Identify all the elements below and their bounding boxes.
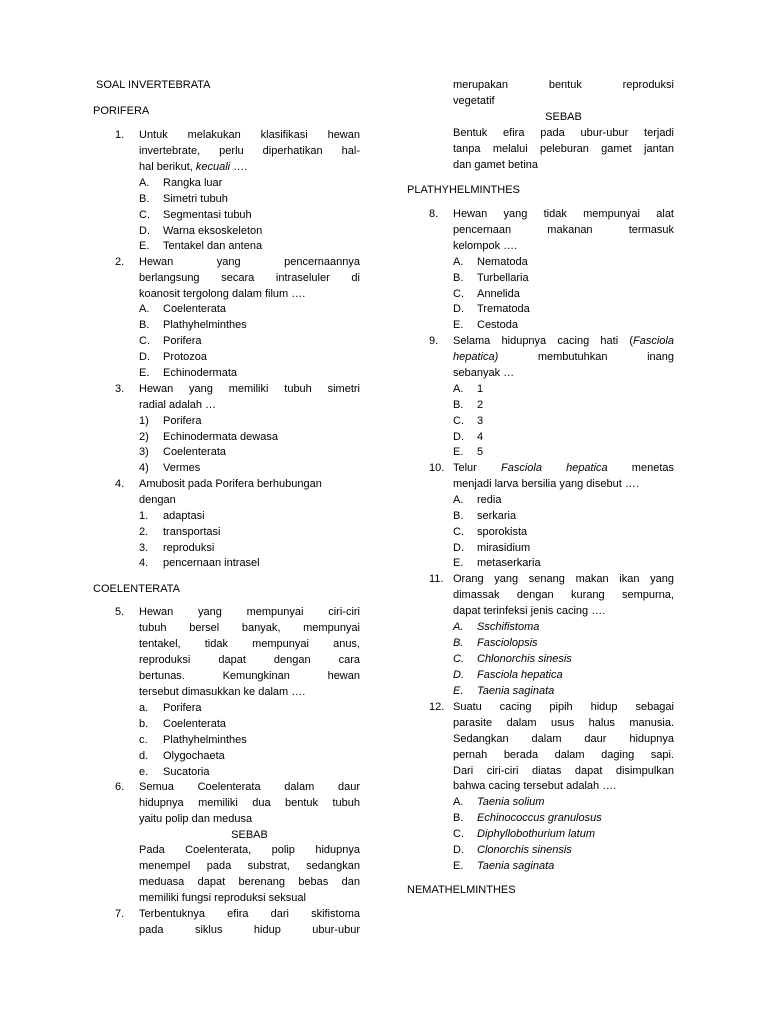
- question-text-line: vegetatif: [453, 95, 495, 107]
- question-text-line: dapat terinfeksi jenis cacing ….: [453, 605, 606, 617]
- question-text-line: Amubosit pada Porifera berhubungan: [139, 478, 322, 490]
- question-text-line: dengan: [139, 494, 176, 506]
- option-text: pencernaan intrasel: [163, 557, 260, 569]
- option-letter: A.: [453, 621, 464, 633]
- question-text-line: Hewan yang memiliki tubuh simetri: [139, 383, 360, 395]
- option-text: Fasciola hepatica: [477, 669, 563, 681]
- italic-text: Fasciola: [633, 335, 674, 347]
- option-text: Coelenterata: [163, 446, 226, 458]
- question-text-line: meduasa dapat berenang bebas dan: [139, 876, 360, 888]
- question-text-line: pernah berada dalam daging sapi.: [453, 749, 674, 761]
- question-text-line: Dari ciri-ciri diatas dapat disimpulkan: [453, 765, 674, 777]
- question-text-line: [453, 334, 674, 349]
- question-number: 10.: [429, 462, 445, 474]
- question-text-line: Semua Coelenterata dalam daur: [139, 781, 360, 793]
- question-number: 2.: [115, 256, 125, 268]
- option-text: 4: [477, 431, 484, 443]
- option-text: 5: [477, 446, 484, 458]
- question-number: 5.: [115, 606, 125, 618]
- section-heading-plathyhelminthes: PLATHYHELMINTHES: [407, 184, 520, 196]
- option-text: Cestoda: [477, 319, 518, 331]
- question-text-line: [139, 160, 247, 175]
- option-letter: 4): [139, 462, 149, 474]
- option-letter: D.: [139, 351, 150, 363]
- question-text-line: radial adalah …: [139, 399, 217, 411]
- question-text-line: invertebrate, perlu diperhatikan hal-: [139, 145, 360, 157]
- option-letter: c.: [139, 734, 148, 746]
- option-letter: A.: [453, 796, 464, 808]
- option-text: Echinodermata: [163, 367, 237, 379]
- option-letter: d.: [139, 750, 149, 762]
- question-text-line: reproduksi dapat dengan cara: [139, 654, 360, 666]
- question-text-line: tersebut dimasukkan ke dalam ….: [139, 686, 306, 698]
- option-letter: D.: [453, 431, 464, 443]
- option-letter: B.: [453, 272, 464, 284]
- option-text: 3: [477, 415, 484, 427]
- option-text: 2: [477, 399, 484, 411]
- question-text-line: [453, 350, 674, 365]
- option-letter: E.: [139, 367, 150, 379]
- question-text-line: Bentuk efira pada ubur-ubur terjadi: [453, 127, 674, 139]
- option-letter: E.: [453, 557, 464, 569]
- question-text-line: bertunas. Kemungkinan hewan: [139, 670, 360, 682]
- question-text-line: pada siklus hidup ubur-ubur: [139, 924, 360, 936]
- question-text-line: berlangsung secara intraseluler di: [139, 272, 360, 284]
- question-text-line: pencernaan makanan termasuk: [453, 224, 674, 236]
- question-text-line: kelompok ….: [453, 240, 518, 252]
- option-letter: E.: [139, 240, 150, 252]
- question-text-line: sebanyak …: [453, 367, 515, 379]
- text-span: Selama hidupnya cacing hati (: [453, 335, 634, 347]
- option-text: Clonorchis sinensis: [477, 844, 572, 856]
- option-text: adaptasi: [163, 510, 205, 522]
- option-letter: D.: [453, 844, 464, 856]
- option-text: Taenia solium: [477, 796, 545, 808]
- text-span: ….: [230, 161, 248, 173]
- option-letter: 2): [139, 431, 149, 443]
- option-letter: C.: [139, 335, 150, 347]
- question-text-line: [453, 461, 674, 476]
- question-text-line: Hewan yang tidak mempunyai alat: [453, 208, 674, 220]
- sebab-label: SEBAB: [545, 111, 582, 123]
- option-letter: 4.: [139, 557, 149, 569]
- question-text-line: tanpa melalui peleburan gamet jantan: [453, 143, 674, 155]
- option-text: Porifera: [163, 335, 202, 347]
- option-letter: A.: [139, 177, 150, 189]
- option-letter: E.: [453, 319, 464, 331]
- question-number: 12.: [429, 701, 445, 713]
- question-number: 6.: [115, 781, 125, 793]
- option-text: Tentakel dan antena: [163, 240, 263, 252]
- option-text: Nematoda: [477, 256, 528, 268]
- text-span: menetas: [607, 462, 674, 474]
- question-text-line: Pada Coelenterata, polip hidupnya: [139, 844, 360, 856]
- question-text-line: Suatu cacing pipih hidup sebagai: [453, 701, 674, 713]
- question-text-line: menempel pada substrat, sedangkan: [139, 860, 360, 872]
- option-text: Sucatoria: [163, 766, 210, 778]
- option-text: Chlonorchis sinesis: [477, 653, 572, 665]
- question-text-line: bahwa cacing tersebut adalah ….: [453, 780, 617, 792]
- option-text: Plathyhelminthes: [163, 319, 247, 331]
- section-heading-porifera: PORIFERA: [93, 105, 150, 117]
- question-text-line: hidupnya memiliki dua bentuk tubuh: [139, 797, 360, 809]
- option-letter: C.: [453, 828, 464, 840]
- option-letter: B.: [453, 399, 464, 411]
- option-letter: B.: [453, 812, 464, 824]
- question-number: 3.: [115, 383, 125, 395]
- question-text-line: parasite dalam usus halus manusia.: [453, 717, 674, 729]
- option-letter: E.: [453, 446, 464, 458]
- option-text: Porifera: [163, 702, 202, 714]
- question-text-line: merupakan bentuk reproduksi: [453, 79, 674, 91]
- option-letter: D.: [453, 669, 464, 681]
- option-text: Echinococcus granulosus: [477, 812, 602, 824]
- question-text-line: tubuh bersel banyak, mempunyai: [139, 622, 360, 634]
- option-letter: D.: [453, 303, 464, 315]
- option-text: Segmentasi tubuh: [163, 209, 252, 221]
- italic-text: kecuali: [195, 161, 231, 173]
- option-text: Rangka luar: [163, 177, 223, 189]
- option-letter: 3.: [139, 542, 149, 554]
- text-span: Telur: [453, 462, 501, 474]
- question-text-line: Terbentuknya efira dari skifistoma: [139, 908, 360, 920]
- question-text-line: dimassak dengan kurang sempurna,: [453, 589, 674, 601]
- option-text: Echinodermata dewasa: [163, 431, 278, 443]
- sebab-label: SEBAB: [231, 829, 268, 841]
- option-text: Sschifistoma: [477, 621, 540, 633]
- option-text: 1: [477, 383, 484, 395]
- option-letter: A.: [453, 256, 464, 268]
- question-number: 9.: [429, 335, 439, 347]
- option-letter: A.: [139, 303, 150, 315]
- text-span: membutuhkan inang: [498, 351, 674, 363]
- question-number: 4.: [115, 478, 125, 490]
- question-text-line: Untuk melakukan klasifikasi hewan: [139, 129, 360, 141]
- option-letter: B.: [139, 193, 150, 205]
- question-text-line: Hewan yang pencernaannya: [139, 256, 360, 268]
- question-text-line: dan gamet betina: [453, 159, 539, 171]
- option-letter: B.: [453, 510, 464, 522]
- option-text: Porifera: [163, 415, 202, 427]
- question-number: 8.: [429, 208, 439, 220]
- question-text-line: koanosit tergolong dalam filum ….: [139, 288, 306, 300]
- option-text: Plathyhelminthes: [163, 734, 247, 746]
- question-text-line: yaitu polip dan medusa: [139, 813, 253, 825]
- question-number: 7.: [115, 908, 125, 920]
- question-text-line: menjadi larva bersilia yang disebut ….: [453, 478, 639, 490]
- option-letter: C.: [139, 209, 150, 221]
- option-text: Fasciolopsis: [477, 637, 538, 649]
- option-letter: E.: [453, 860, 464, 872]
- option-letter: 1.: [139, 510, 149, 522]
- option-letter: 1): [139, 415, 149, 427]
- section-heading-nemathelminthes: NEMATHELMINTHES: [407, 884, 516, 896]
- option-letter: C.: [453, 526, 464, 538]
- section-heading-coelenterata: COELENTERATA: [93, 583, 180, 595]
- option-text: Coelenterata: [163, 718, 226, 730]
- text-span: hal berikut,: [139, 161, 196, 173]
- option-letter: C.: [453, 653, 464, 665]
- question-text-line: tentakel, tidak mempunyai anus,: [139, 638, 360, 650]
- question-text-line: Hewan yang mempunyai ciri-ciri: [139, 606, 360, 618]
- document-title: SOAL INVERTEBRATA: [96, 79, 211, 91]
- italic-text: Fasciola hepatica: [500, 462, 608, 474]
- option-letter: 3): [139, 446, 149, 458]
- option-text: Protozoa: [163, 351, 208, 363]
- option-text: mirasidium: [477, 542, 531, 554]
- question-text-line: Sedangkan dalam daur hidupnya: [453, 733, 674, 745]
- question-text-line: memiliki fungsi reproduksi seksual: [139, 892, 306, 904]
- option-letter: E.: [453, 685, 464, 697]
- italic-text: hepatica): [453, 351, 499, 363]
- question-number: 1.: [115, 129, 125, 141]
- question-text-line: Orang yang senang makan ikan yang: [453, 573, 674, 585]
- option-letter: a.: [139, 702, 149, 714]
- option-letter: C.: [453, 415, 464, 427]
- option-letter: D.: [139, 225, 150, 237]
- option-letter: A.: [453, 494, 464, 506]
- option-text: Simetri tubuh: [163, 193, 228, 205]
- option-letter: B.: [139, 319, 150, 331]
- option-text: reproduksi: [163, 542, 215, 554]
- option-text: Warna eksoskeleton: [163, 225, 263, 237]
- option-text: sporokista: [477, 526, 528, 538]
- option-text: Olygochaeta: [163, 750, 225, 762]
- option-text: Taenia saginata: [477, 860, 555, 872]
- option-letter: A.: [453, 383, 464, 395]
- option-text: serkaria: [477, 510, 517, 522]
- option-letter: b.: [139, 718, 149, 730]
- option-letter: e.: [139, 766, 149, 778]
- option-text: Trematoda: [477, 303, 530, 315]
- option-text: Vermes: [163, 462, 201, 474]
- option-text: Diphyllobothurium latum: [477, 828, 595, 840]
- option-text: transportasi: [163, 526, 221, 538]
- option-text: Turbellaria: [477, 272, 529, 284]
- option-letter: D.: [453, 542, 464, 554]
- option-text: Annelida: [477, 288, 520, 300]
- option-text: metaserkaria: [477, 557, 541, 569]
- option-letter: C.: [453, 288, 464, 300]
- option-letter: 2.: [139, 526, 149, 538]
- option-text: redia: [477, 494, 502, 506]
- option-letter: B.: [453, 637, 464, 649]
- option-text: Coelenterata: [163, 303, 226, 315]
- question-number: 11.: [429, 573, 444, 585]
- option-text: Taenia saginata: [477, 685, 555, 697]
